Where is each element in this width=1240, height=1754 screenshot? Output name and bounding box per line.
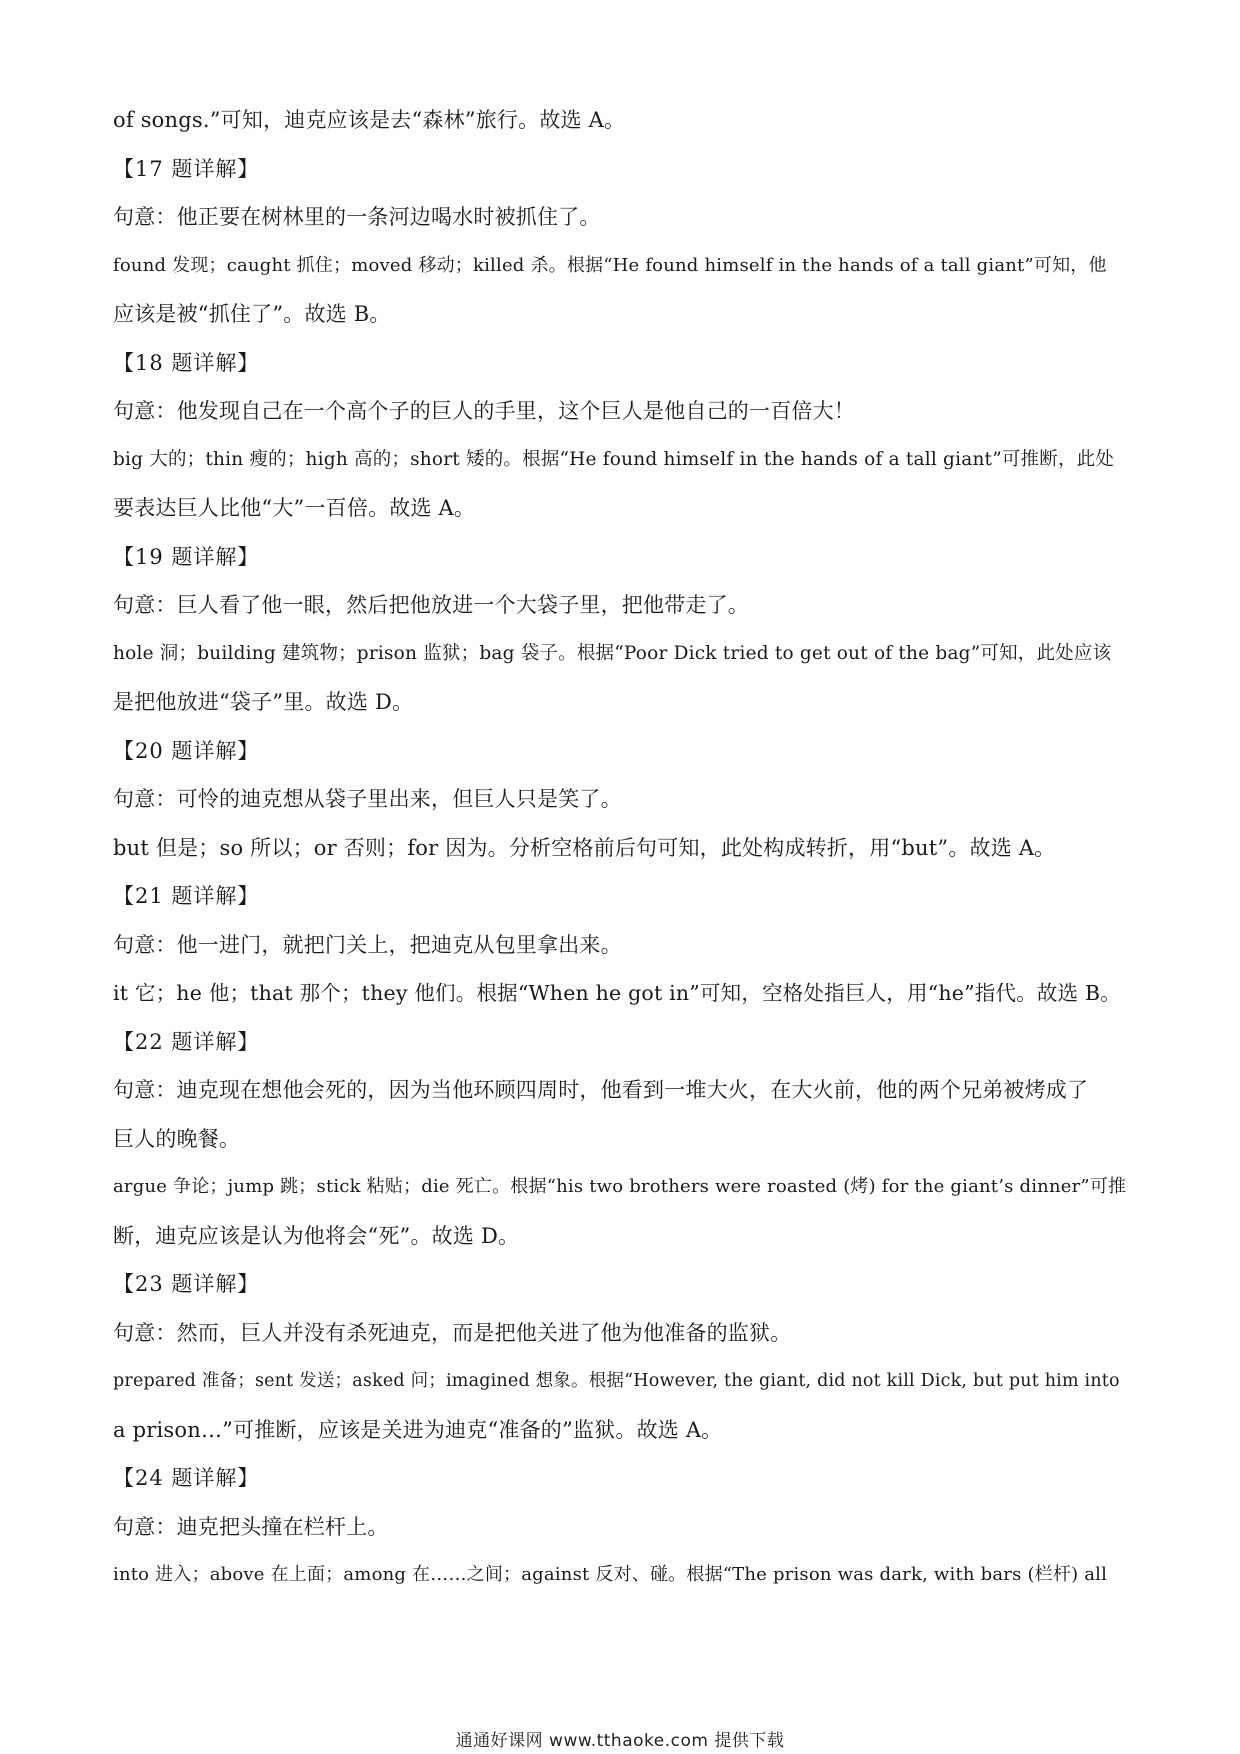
- paragraph-line: 句意：巨人看了他一眼，然后把他放进一个大袋子里，把他带走了。: [113, 593, 749, 617]
- paragraph-line: 应该是被“抓住了”。故选 B。: [113, 302, 391, 326]
- paragraph-line: 断，迪克应该是认为他将会“死”。故选 D。: [113, 1223, 520, 1248]
- paragraph-line: 句意：迪克把头撞在栏杆上。: [113, 1514, 389, 1539]
- section-heading: 【19 题详解】: [113, 544, 260, 569]
- paragraph-line: 要表达巨人比他“大”一百倍。故选 A。: [113, 496, 476, 520]
- paragraph-line: it 它；he 他；that 那个；they 他们。根据“When he got in”可知，空格处指巨人，用“he”指代。故选 B。: [113, 981, 1121, 1005]
- paragraph-line: into 进入；above 在上面；among 在……之间；against 反对、碰。根据“The prison was dark, with bars (栏杆) all: [113, 1564, 1108, 1585]
- paragraph-line: 句意：然而，巨人并没有杀死迪克，而是把他关进了他为他准备的监狱。: [113, 1320, 792, 1345]
- section-heading: 【21 题详解】: [113, 884, 260, 908]
- paragraph-line: but 但是；so 所以；or 否则；for 因为。分析空格前后句可知，此处构成转折，用“but”。故选 A。: [113, 835, 1056, 860]
- section-heading: 【20 题详解】: [113, 738, 260, 763]
- section-heading: 【23 题详解】: [113, 1272, 260, 1296]
- paragraph-line: big 大的；thin 瘦的；high 高的；short 矮的。根据“He found himself in the hands of a tall giant”可推断，此处: [113, 448, 1115, 470]
- paragraph-line: 巨人的晚餐。: [113, 1126, 241, 1151]
- paragraph-line: argue 争论；jump 跳；stick 粘贴；die 死亡。根据“his two brothers were roasted (烤) for the giant’s dinner”可推: [113, 1176, 1127, 1197]
- paragraph-line: 句意：可怜的迪克想从袋子里出来，但巨人只是笑了。: [113, 787, 622, 811]
- section-heading: 【17 题详解】: [113, 156, 260, 181]
- page-footer: 通通好课网 www.tthaoke.com 提供下载: [455, 1731, 785, 1751]
- section-heading: 【22 题详解】: [113, 1029, 260, 1054]
- paragraph-line: 是把他放进“袋子”里。故选 D。: [113, 690, 414, 714]
- paragraph-line: 句意：他发现自己在一个高个子的巨人的手里，这个巨人是他自己的一百倍大！: [113, 399, 855, 423]
- paragraph-line: a prison…”可推断，应该是关进为迪克“准备的”监狱。故选 A。: [113, 1417, 723, 1442]
- paragraph-line: found 发现；caught 抓住；moved 移动；killed 杀。根据“He found himself in the hands of a tall giant”可知，他: [113, 254, 1107, 276]
- document-body: [113, 96, 1133, 1600]
- paragraph-line: hole 洞；building 建筑物；prison 监狱；bag 袋子。根据“Poor Dick tried to get out of the bag”可知，此处应该: [113, 642, 1112, 664]
- paragraph-line: prepared 准备；sent 发送；asked 问；imagined 想象。根据“However, the giant, did not kill Dick, but put him into: [113, 1371, 1120, 1391]
- paragraph-line: 句意：他一进门，就把门关上，把迪克从包里拿出来。: [113, 932, 622, 957]
- paragraph-line: 句意：他正要在树林里的一条河边喝水时被抓住了。: [113, 205, 601, 229]
- paragraph-line: 句意：迪克现在想他会死的，因为当他环顾四周时，他看到一堆大火，在大火前，他的两个兄弟被烤成了: [113, 1078, 1089, 1102]
- section-heading: 【18 题详解】: [113, 350, 260, 375]
- paragraph-line: of songs.”可知，迪克应该是去“森林”旅行。故选 A。: [113, 108, 626, 132]
- section-heading: 【24 题详解】: [113, 1466, 260, 1490]
